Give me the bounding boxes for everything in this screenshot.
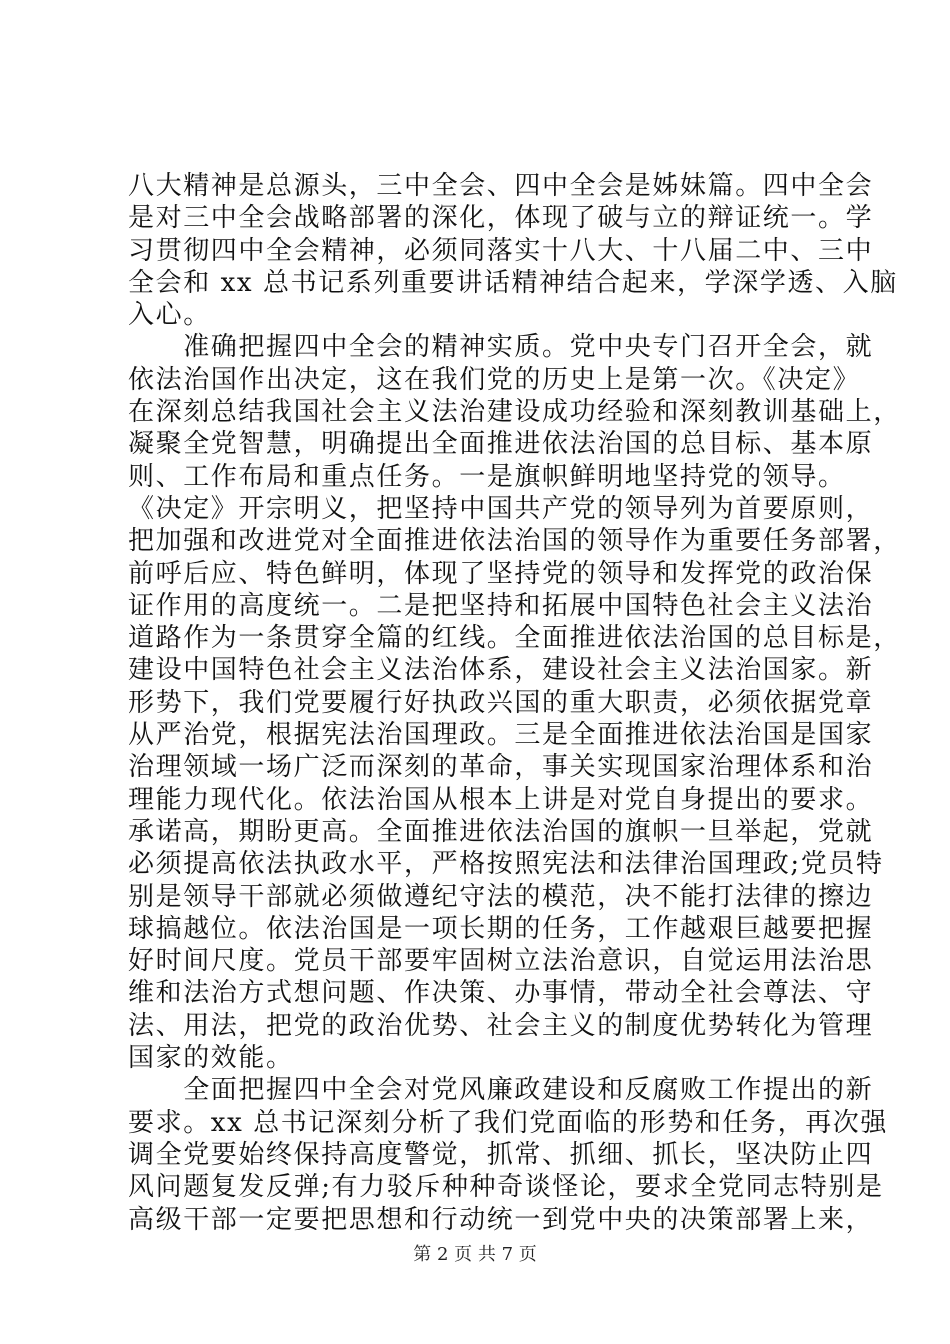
document-body [128, 170, 901, 1236]
text-line: 八大精神是总源头，三中全会、四中全会是姊妹篇。四中全会 [128, 171, 874, 201]
text-line: 必须提高依法执政水平，严格按照宪法和法律治国理政;党员特 [128, 849, 884, 880]
text-line: 习贯彻四中全会精神，必须同落实十八大、十八届二中、三中 [128, 235, 874, 266]
text-line: 承诺高，期盼更高。全面推进依法治国的旗帜一旦举起，党就 [128, 816, 874, 847]
text-line: 把加强和改进党对全面推进依法治国的领导作为重要任务部署， [128, 526, 901, 557]
text-line: 依法治国作出决定，这在我们党的历史上是第一次。《决定》 [128, 364, 861, 395]
text-line: 准确把握四中全会的精神实质。党中央专门召开全会，就 [128, 332, 874, 363]
text-line: 理能力现代化。依法治国从根本上讲是对党自身提出的要求。 [128, 784, 874, 815]
text-line: 证作用的高度统一。二是把坚持和拓展中国特色社会主义法治 [128, 590, 874, 621]
text-line: 形势下，我们党要履行好执政兴国的重大职责，必须依据党章 [128, 687, 874, 718]
text-line: 建设中国特色社会主义法治体系，建设社会主义法治国家。新 [128, 655, 874, 686]
text-line: 从严治党，根据宪法治国理政。三是全面推进依法治国是国家 [128, 720, 874, 751]
text-line: 是对三中全会战略部署的深化，体现了破与立的辩证统一。学 [128, 203, 874, 234]
text-line: 道路作为一条贯穿全篇的红线。全面推进依法治国的总目标是， [128, 623, 901, 654]
page-footer: 第 2 页 共 7 页 [413, 1244, 537, 1265]
text-line: 入心。 [128, 300, 211, 331]
text-line: 调全党要始终保持高度警觉，抓常、抓细、抓长，坚决防止四 [128, 1139, 874, 1170]
text-line: 维和法治方式想问题、作决策、办事情，带动全社会尊法、守 [128, 978, 874, 1009]
text-line: 法、用法，把党的政治优势、社会主义的制度优势转化为管理 [128, 1010, 874, 1041]
text-line: 则、工作布局和重点任务。一是旗帜鲜明地坚持党的领导。 [128, 461, 846, 492]
text-line: 别是领导干部就必须做遵纪守法的模范，决不能打法律的擦边 [128, 881, 874, 912]
text-line: 《决定》开宗明义，把坚持中国共产党的领导列为首要原则， [128, 493, 874, 524]
text-line: 前呼后应、特色鲜明，体现了坚持党的领导和发挥党的政治保 [128, 558, 874, 589]
text-line: 高级干部一定要把思想和行动统一到党中央的决策部署上来， [128, 1204, 874, 1235]
text-line: 球搞越位。依法治国是一项长期的任务，工作越艰巨越要把握 [128, 913, 874, 944]
text-line: 在深刻总结我国社会主义法治建设成功经验和深刻教训基础上， [128, 397, 901, 428]
text-line: 全会和 xx 总书记系列重要讲话精神结合起来，学深学透、入脑 [128, 267, 898, 298]
text-line: 国家的效能。 [128, 1043, 294, 1074]
text-line: 全面把握四中全会对党风廉政建设和反腐败工作提出的新 [128, 1075, 874, 1106]
text-line: 风问题复发反弹;有力驳斥种种奇谈怪论，要求全党同志特别是 [128, 1172, 884, 1203]
text-line: 要求。xx 总书记深刻分析了我们党面临的形势和任务，再次强 [128, 1107, 888, 1138]
text-line: 好时间尺度。党员干部要牢固树立法治意识，自觉运用法治思 [128, 946, 874, 977]
text-line: 凝聚全党智慧，明确提出全面推进依法治国的总目标、基本原 [128, 429, 874, 460]
text-line: 治理领域一场广泛而深刻的革命，事关实现国家治理体系和治 [128, 752, 874, 783]
